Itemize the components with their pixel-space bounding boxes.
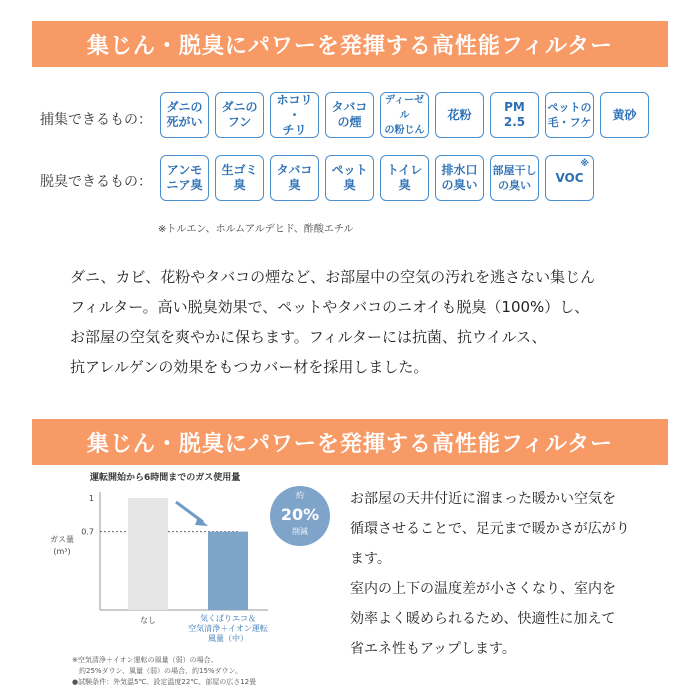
capture-chip: ディーゼル の粉じん bbox=[380, 92, 429, 138]
capture-chip: ペットの 毛・フケ bbox=[545, 92, 594, 138]
capture-chip: PM 2.5 bbox=[490, 92, 539, 138]
gas-usage-chart bbox=[38, 470, 338, 695]
deodor-chip: VOC ※ bbox=[545, 155, 594, 201]
paragraph-line: お部屋の空気を爽やかに保ちます。フィルターには抗菌、抗ウイルス、 bbox=[70, 328, 547, 346]
capture-chip: 花粉 bbox=[435, 92, 484, 138]
capture-chip: ホコリ ・ チリ bbox=[270, 92, 319, 138]
category-label: なし bbox=[140, 616, 156, 625]
bar bbox=[208, 532, 248, 610]
badge-suffix: 削減 bbox=[292, 527, 308, 536]
right-text-line: 室内の上下の温度差が小さくなり、室内を bbox=[350, 581, 616, 597]
voc-mark: ※ bbox=[580, 159, 589, 169]
y-axis-label: (m³) bbox=[53, 547, 71, 556]
chart-note: ●試験条件：外気温5℃、設定温度22℃、部屋の広さ12畳 bbox=[72, 678, 257, 686]
category-label: 気くばりエコ＆ bbox=[200, 614, 256, 623]
deodor-chip: 排水口 の臭い bbox=[435, 155, 484, 201]
y-tick-label: 0.7 bbox=[81, 527, 94, 537]
capture-chip: ダニの フン bbox=[215, 92, 264, 138]
bar bbox=[128, 498, 168, 610]
right-text-line: お部屋の天井付近に溜まった暖かい空気を bbox=[350, 491, 616, 507]
badge-value: 20% bbox=[280, 505, 320, 524]
capture-chip: 黄砂 bbox=[600, 92, 649, 138]
paragraph-line: ダニ、カビ、花粉やタバコの煙など、お部屋中の空気の汚れを逃さない集じん bbox=[70, 268, 596, 286]
paragraph-line: フィルター。高い脱臭効果で、ペットやタバコのニオイも脱臭（100%）し、 bbox=[70, 298, 590, 316]
heating-description bbox=[350, 484, 690, 664]
title-banner-bottom: 集じん・脱臭にパワーを発揮する高性能フィルター bbox=[32, 419, 668, 465]
chart-title: 運転開始から6時間までのガス使用量 bbox=[90, 473, 241, 483]
capture-chip: タバコ の煙 bbox=[325, 92, 374, 138]
right-text-line: ます。 bbox=[350, 551, 391, 567]
deodor-chip: アンモ ニア臭 bbox=[160, 155, 209, 201]
title-banner-top: 集じん・脱臭にパワーを発揮する高性能フィルター bbox=[32, 21, 668, 67]
right-text-line: 省エネ性もアップします。 bbox=[350, 641, 516, 657]
chart-note: 約25%ダウン、風量（弱）の場合、約15%ダウン。 bbox=[72, 667, 242, 675]
deodor-chip: ペット 臭 bbox=[325, 155, 374, 201]
badge-prefix: 約 bbox=[296, 491, 304, 500]
y-tick-label: 1 bbox=[88, 494, 94, 503]
deodor-chip: トイレ 臭 bbox=[380, 155, 429, 201]
paragraph-line: 抗アレルゲンの効果をもつカバー材を採用しました。 bbox=[70, 358, 429, 376]
capture-chip: ダニの 死がい bbox=[160, 92, 209, 138]
category-label: 風量（中） bbox=[208, 634, 248, 643]
deodor-chip: タバコ 臭 bbox=[270, 155, 319, 201]
chart-note: ※空気清浄＋イオン運転の風量（弱）の場合、 bbox=[72, 656, 218, 664]
y-axis-label: ガス量 bbox=[50, 535, 74, 544]
capture-chip-row bbox=[160, 92, 649, 138]
right-text-line: 効率よく暖められるため、快適性に加えて bbox=[350, 611, 616, 627]
chart-svg bbox=[38, 470, 338, 695]
category-label: 空気清浄＋イオン運転 bbox=[188, 624, 268, 633]
deodor-chip: 生ゴミ 臭 bbox=[215, 155, 264, 201]
deodor-chip-row bbox=[160, 155, 594, 201]
description-paragraph bbox=[70, 262, 670, 382]
deodor-label: 脱臭できるもの： bbox=[40, 174, 152, 190]
right-text-line: 循環させることで、足元まで暖かさが広がり bbox=[350, 521, 630, 537]
capture-label: 捕集できるもの： bbox=[40, 112, 152, 128]
deodor-chip: 部屋干し の臭い bbox=[490, 155, 539, 201]
voc-footnote: ※トルエン、ホルムアルデヒド、酢酸エチル bbox=[158, 224, 354, 235]
